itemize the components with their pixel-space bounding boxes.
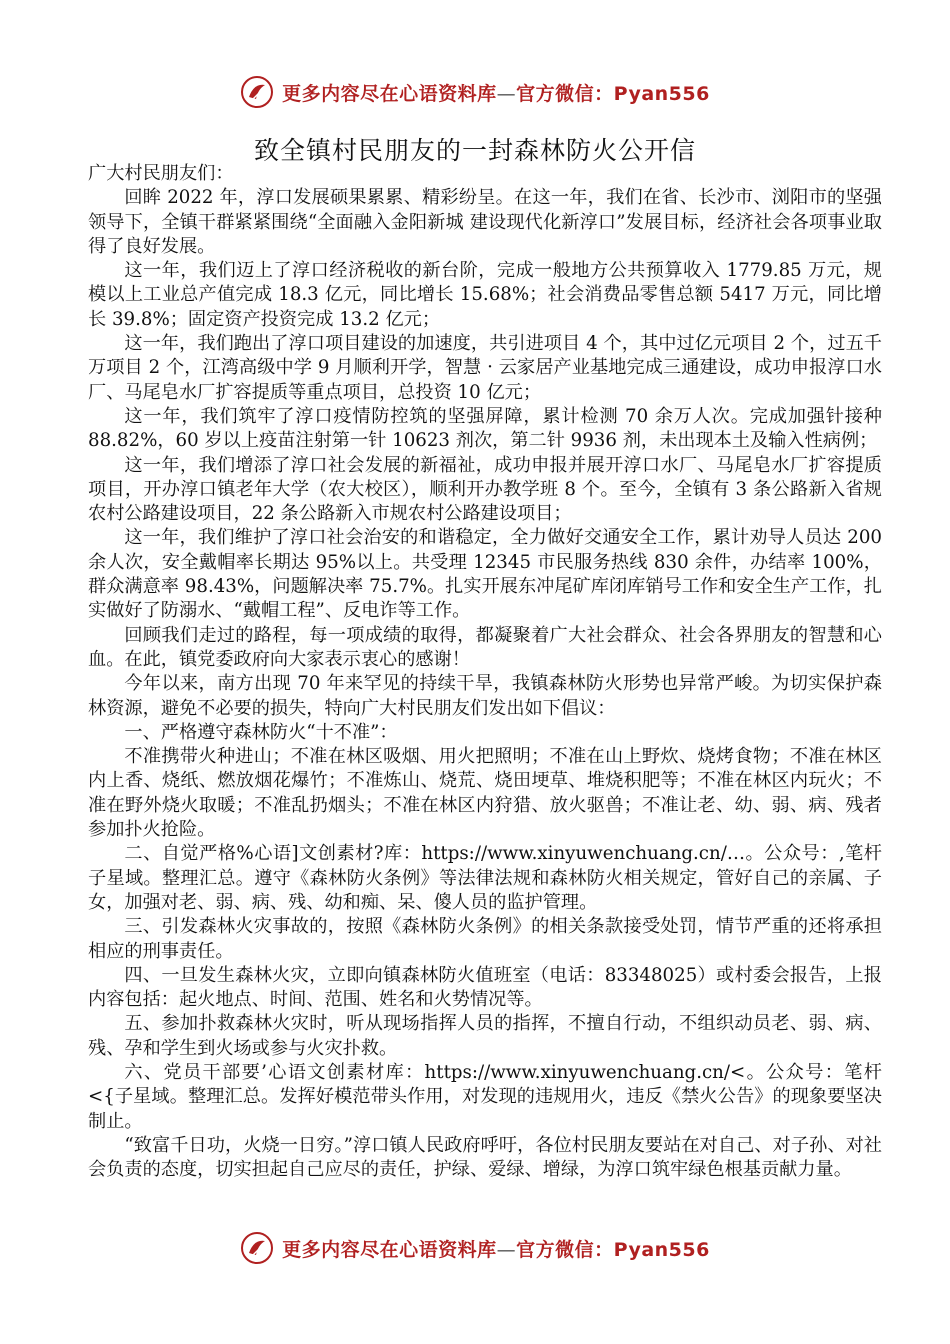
brand-logo-icon: [240, 75, 274, 109]
paragraph: 三、引发森林火灾事故的，按照《森林防火条例》的相关条款接受处罚，情节严重的还将承担相应的刑事责任。: [88, 916, 882, 962]
paragraph: 这一年，我们增添了淳口社会发展的新福祉，成功申报并展开淳口水厂、马尾皂水厂扩容提质项目，开办淳口镇老年大学（农大校区），顺利开办教学班 8 个。至今，全镇有 3 条公路新入省规农村公路建设项目，22 条公路新入市规农村公路建设项目；: [88, 454, 882, 525]
paragraph: 二、自觉严格%心语]文创素材?库：https://www.xinyuwenchuang.cn/…。公众号：,笔杆子星域。整理汇总。遵守《森林防火条例》等法律法规和森林防火相关规定，管好自己的亲属、子女，加强对老、弱、病、残、幼和痴、呆、傻人员的监护管理。: [88, 843, 882, 913]
paragraph: 今年以来，南方出现 70 年来罕见的持续干旱，我镇森林防火形势也异常严峻。为切实保护森林资源，避免不必要的损失，特向广大村民朋友们发出如下倡议：: [88, 673, 882, 719]
paragraph: 六、党员干部要’心语文创素材库：https://www.xinyuwenchuang.cn/<。公众号：笔杆<{子星域。整理汇总。发挥好模范带头作用，对发现的违规用火，违反《禁火公告》的现象要坚决制止。: [88, 1061, 882, 1132]
paragraph: 四、一旦发生森林火灾，立即向镇森林防火值班室（电话：83348025）或村委会报告，上报内容包括：起火地点、时间、范围、姓名和火势情况等。: [88, 964, 882, 1011]
watermark-banner-bottom: [0, 1228, 950, 1268]
page-title: 致全镇村民朋友的一封森林防火公开信: [253, 136, 696, 165]
paragraph: “致富千日功，火烧一日穷。”淳口镇人民政府呼吁，各位村民朋友要站在对自己、对子孙、对社会负责的态度，切实担起自己应尽的责任，护绿、爱绿、增绿，为淳口筑牢绿色根基贡献力量。: [88, 1134, 882, 1181]
paragraph: 这一年，我们迈上了淳口经济税收的新台阶，完成一般地方公共预算收入 1779.85 万元，规模以上工业总产值完成 18.3 亿元，同比增长 15.68%；社会消费品零售总额 5417 万元，同比增长 39.8%；固定资产投资完成 13.2 亿元；: [88, 260, 882, 330]
watermark-text: 更多内容尽在心语资料库—官方微信：Pyan556: [282, 82, 710, 105]
paragraph: 一、严格遵守森林防火“十不准”：: [124, 721, 398, 743]
paragraph: 五、参加扑救森林火灾时，听从现场指挥人员的指挥，不擅自行动，不组织动员老、弱、病、残、孕和学生到火场或参与火灾扑救。: [88, 1013, 882, 1059]
letter-body: [88, 162, 882, 1182]
watermark-text: 更多内容尽在心语资料库—官方微信：Pyan556: [282, 1238, 710, 1261]
paragraph: 回眸 2022 年，淳口发展硕果累累、精彩纷呈。在这一年，我们在省、长沙市、浏阳市的坚强领导下，全镇干群紧紧围绕“全面融入金阳新城 建设现代化新淳口”发展目标，经济社会各项事业取得了良好发展。: [88, 187, 882, 257]
paragraph: 这一年，我们维护了淳口社会治安的和谐稳定，全力做好交通安全工作，累计劝导人员达 200 余人次，安全戴帽率长期达 95%以上。共受理 12345 市民服务热线 830 余件，办结率 100%，群众满意率 98.43%，问题解决率 75.7%。扎实开展东冲尾矿库闭库销号工作和安全生产工作，扎实做好了防溺水、“戴帽工程”、反电诈等工作。: [88, 527, 882, 622]
paragraph: 这一年，我们跑出了淳口项目建设的加速度，共引进项目 4 个，其中过亿元项目 2 个，过五千万项目 2 个，江湾高级中学 9 月顺利开学，智慧 · 云家居产业基地完成三通建设，成功申报淳口水厂、马尾皂水厂扩容提质等重点项目，总投资 10 亿元；: [88, 333, 882, 403]
paragraph: 不准携带火种进山；不准在林区吸烟、用火把照明；不准在山上野炊、烧烤食物；不准在林区内上香、烧纸、燃放烟花爆竹；不准炼山、烧荒、烧田埂草、堆烧积肥等；不准在林区内玩火；不准在野外烧火取暖；不准乱扔烟头；不准在林区内狩猎、放火驱兽；不准让老、幼、弱、病、残者参加扑火抢险。: [88, 746, 882, 841]
salutation: 广大村民朋友们：: [88, 163, 234, 184]
watermark-banner-top: [0, 72, 950, 112]
paragraph: 这一年，我们筑牢了淳口疫情防控筑的坚强屏障，累计检测 70 余万人次。完成加强针接种 88.82%，60 岁以上疫苗注射第一针 10623 剂次，第二针 9936 剂，未出现本土及输入性病例；: [88, 405, 882, 452]
brand-logo-icon: [240, 1231, 274, 1265]
paragraph: 回顾我们走过的路程，每一项成绩的取得，都凝聚着广大社会群众、社会各界朋友的智慧和心血。在此，镇党委政府向大家表示衷心的感谢！: [88, 624, 882, 670]
